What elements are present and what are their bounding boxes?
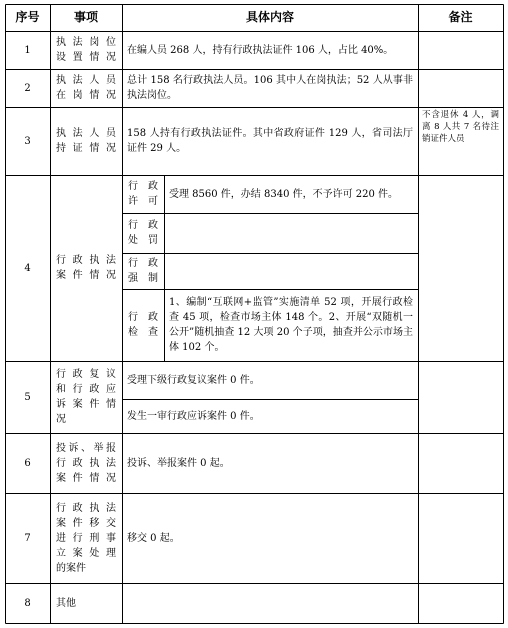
header-seq: 序号 — [15, 10, 40, 24]
row-3-content: 158 人持有行政执法证件。其中省政府证件 129 人，省司法厅证件 29 人。 — [127, 128, 413, 154]
row-1-item-line: 执法岗位 — [56, 37, 116, 48]
row-6-item-line: 投诉、举报 — [56, 442, 116, 454]
row-3-item-line: 执法人员 — [56, 128, 116, 139]
row-3-item — [50, 107, 122, 175]
sub-type-line: 处罚 — [128, 235, 158, 246]
row-5-content-2: 发生一审行政应诉案件 0 件。 — [127, 410, 260, 422]
row-7-item-line: 行政执法 — [56, 502, 116, 514]
row-6-item-line: 行政执法 — [56, 457, 116, 469]
row-3-seq: 3 — [24, 135, 31, 147]
row-2-item-line: 在岗情况 — [56, 90, 116, 101]
row-4-sub-3-content — [164, 253, 418, 289]
row-7-remark — [418, 493, 503, 583]
row-4-item-line: 行政执法 — [56, 255, 116, 266]
row-1-item — [50, 31, 122, 69]
row-1-item-line: 设置情况 — [56, 52, 116, 63]
row-3-remark: 不含退休 4 人，调离 8 人共 7 名待注销证件人员 — [422, 110, 499, 144]
row-7-item-line: 案件移交 — [56, 517, 116, 529]
row-4-item-line: 案件情况 — [56, 270, 116, 281]
sub-type-line: 强制 — [128, 273, 158, 284]
sub-type-line: 行政 — [128, 312, 158, 323]
row-6-content: 投诉、举报案件 0 起。 — [127, 457, 230, 469]
row-8-content — [122, 583, 418, 623]
row-7-item-line: 立案处理 — [56, 547, 116, 559]
sub-type-line: 行政 — [128, 258, 158, 269]
header-item: 事项 — [73, 10, 98, 24]
row-4-sub-3-type — [122, 253, 164, 289]
row-5-item — [50, 361, 122, 433]
row-6-item — [50, 433, 122, 493]
row-2-content: 总计 158 名行政执法人员。106 其中人在岗执法；52 人从事非执法岗位。 — [127, 75, 413, 101]
header-content: 具体内容 — [245, 10, 294, 24]
header-remark: 备注 — [448, 10, 473, 24]
sub-type-line: 行政 — [128, 181, 158, 192]
row-5-item-line: 行政复议 — [56, 369, 116, 380]
row-5-item-line: 况 — [56, 414, 66, 425]
row-4-sub-1-type — [122, 175, 164, 213]
row-7-seq: 7 — [24, 532, 31, 544]
row-7-item — [50, 493, 122, 583]
row-8-remark — [418, 583, 503, 623]
row-4-sub-4-content: 1、编制“互联网+监管”实施清单 52 项，开展行政检查 45 项，检查市场主体 148 个。2、开展“双随机一公开”随机抽查 12 大项 20 个子项，抽查并公示市场主体 102 个。 — [169, 297, 413, 353]
sub-type-line: 检查 — [128, 327, 158, 338]
row-4-sub-1-content: 受理 8560 件，办结 8340 件，不予许可 220 件。 — [169, 188, 399, 200]
row-4-sub-2-type — [122, 213, 164, 253]
row-8-item: 其他 — [56, 597, 76, 609]
row-4-seq: 4 — [24, 262, 31, 274]
row-2-item-line: 执法人员 — [56, 75, 116, 86]
row-1-seq: 1 — [24, 44, 31, 56]
row-5-remark — [418, 361, 503, 433]
row-7-item-line: 的案件 — [56, 562, 86, 574]
row-5-item-line: 和行政应 — [56, 384, 116, 395]
row-5-content-1: 受理下级行政复议案件 0 件。 — [127, 374, 260, 386]
row-4-item — [50, 175, 122, 361]
row-2-item — [50, 69, 122, 107]
row-4-sub-2-content — [164, 213, 418, 253]
row-7-item-line: 进行刑事 — [56, 532, 116, 544]
row-6-item-line: 案件情况 — [56, 472, 116, 484]
row-3-item-line: 持证情况 — [56, 143, 116, 154]
row-8-seq: 8 — [24, 597, 31, 609]
row-2-remark — [418, 69, 503, 107]
row-4-sub-4-type — [122, 289, 164, 361]
row-5-seq: 5 — [24, 391, 31, 403]
row-6-seq: 6 — [24, 457, 31, 469]
sub-type-line: 行政 — [128, 220, 158, 231]
sub-type-line: 许可 — [128, 196, 158, 207]
row-1-remark — [418, 31, 503, 69]
row-5-item-line: 诉案件情 — [56, 399, 116, 410]
row-2-seq: 2 — [24, 82, 31, 94]
row-7-content: 移交 0 起。 — [127, 532, 180, 544]
row-4-remark — [418, 175, 503, 361]
row-6-remark — [418, 433, 503, 493]
row-1-content: 在编人员 268 人，持有行政执法证件 106 人，占比 40%。 — [127, 44, 394, 56]
